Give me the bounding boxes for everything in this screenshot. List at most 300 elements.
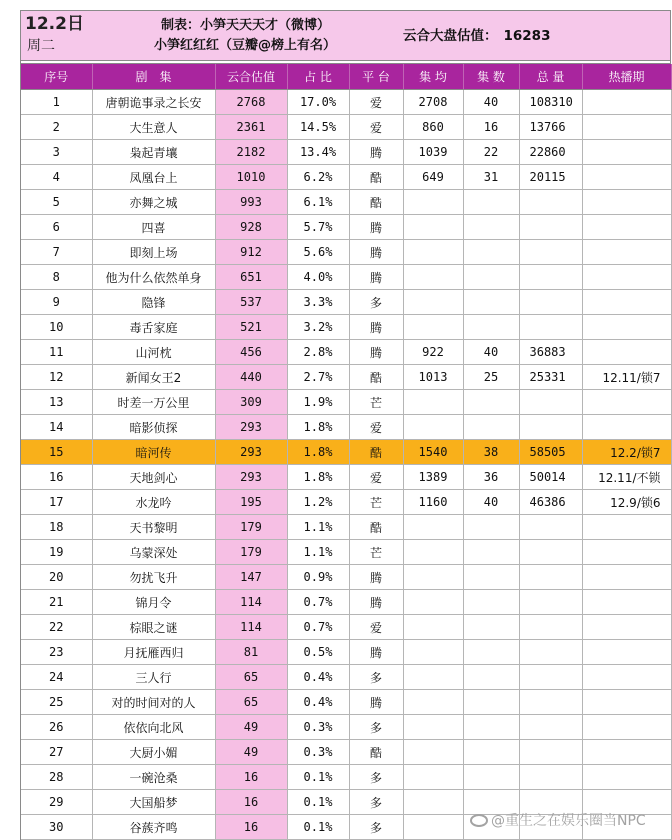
cell-rank[interactable]: 28 [21, 765, 92, 790]
column-header-avg[interactable]: 集 均 [403, 64, 463, 90]
table-row[interactable] [21, 90, 671, 115]
cell-total[interactable] [519, 390, 582, 415]
table-row[interactable] [21, 265, 671, 290]
cell-platform[interactable]: 爱 [349, 90, 403, 115]
cell-total[interactable] [519, 215, 582, 240]
cell-title[interactable]: 新闻女王2 [92, 365, 215, 390]
column-header-estimate[interactable]: 云合估值 [215, 64, 287, 90]
cell-estimate[interactable]: 16 [215, 790, 287, 815]
cell-estimate[interactable]: 456 [215, 340, 287, 365]
cell-total[interactable]: 46386 [519, 490, 582, 515]
cell-episodes[interactable]: 40 [463, 340, 519, 365]
cell-platform[interactable]: 爱 [349, 415, 403, 440]
cell-platform[interactable]: 爱 [349, 615, 403, 640]
cell-platform[interactable]: 酷 [349, 515, 403, 540]
table-row[interactable] [21, 465, 671, 490]
cell-share[interactable]: 5.7% [287, 215, 349, 240]
table-row[interactable] [21, 765, 671, 790]
cell-platform[interactable]: 多 [349, 715, 403, 740]
cell-title[interactable]: 隐锋 [92, 290, 215, 315]
cell-episodes[interactable]: 40 [463, 90, 519, 115]
cell-rank[interactable]: 17 [21, 490, 92, 515]
cell-platform[interactable]: 腾 [349, 640, 403, 665]
cell-title[interactable]: 山河枕 [92, 340, 215, 365]
cell-title[interactable]: 依依向北风 [92, 715, 215, 740]
column-header-rank[interactable]: 序号 [21, 64, 92, 90]
cell-title[interactable]: 乌蒙深处 [92, 540, 215, 565]
cell-total[interactable]: 50014 [519, 465, 582, 490]
table-row[interactable] [21, 415, 671, 440]
cell-rank[interactable]: 6 [21, 215, 92, 240]
cell-estimate[interactable]: 2182 [215, 140, 287, 165]
cell-share[interactable]: 1.9% [287, 390, 349, 415]
cell-total[interactable] [519, 640, 582, 665]
cell-period[interactable] [582, 215, 671, 240]
cell-rank[interactable]: 13 [21, 390, 92, 415]
table-row[interactable] [21, 290, 671, 315]
cell-total[interactable] [519, 690, 582, 715]
cell-platform[interactable]: 多 [349, 765, 403, 790]
cell-share[interactable]: 0.1% [287, 790, 349, 815]
cell-platform[interactable]: 腾 [349, 590, 403, 615]
cell-avg[interactable]: 649 [403, 165, 463, 190]
cell-share[interactable]: 6.1% [287, 190, 349, 215]
cell-title[interactable]: 谷蔟齐鸣 [92, 815, 215, 840]
cell-share[interactable]: 1.1% [287, 540, 349, 565]
cell-estimate[interactable]: 293 [215, 440, 287, 465]
cell-period[interactable] [582, 565, 671, 590]
table-row[interactable] [21, 190, 671, 215]
cell-title[interactable]: 时差一万公里 [92, 390, 215, 415]
cell-avg[interactable] [403, 640, 463, 665]
cell-total[interactable] [519, 740, 582, 765]
cell-title[interactable]: 唐朝诡事录之长安 [92, 90, 215, 115]
cell-rank[interactable]: 8 [21, 265, 92, 290]
cell-avg[interactable] [403, 415, 463, 440]
cell-share[interactable]: 3.2% [287, 315, 349, 340]
cell-share[interactable]: 0.5% [287, 640, 349, 665]
cell-episodes[interactable] [463, 640, 519, 665]
cell-rank[interactable]: 16 [21, 465, 92, 490]
cell-platform[interactable]: 多 [349, 290, 403, 315]
cell-period[interactable] [582, 265, 671, 290]
cell-estimate[interactable]: 179 [215, 515, 287, 540]
cell-episodes[interactable] [463, 590, 519, 615]
cell-rank[interactable]: 29 [21, 790, 92, 815]
cell-avg[interactable] [403, 790, 463, 815]
cell-title[interactable]: 水龙吟 [92, 490, 215, 515]
cell-period[interactable] [582, 740, 671, 765]
cell-total[interactable] [519, 190, 582, 215]
cell-avg[interactable] [403, 265, 463, 290]
cell-period[interactable] [582, 665, 671, 690]
cell-estimate[interactable]: 49 [215, 740, 287, 765]
cell-episodes[interactable] [463, 665, 519, 690]
cell-episodes[interactable] [463, 740, 519, 765]
cell-title[interactable]: 对的时间对的人 [92, 690, 215, 715]
cell-total[interactable]: 13766 [519, 115, 582, 140]
cell-period[interactable] [582, 640, 671, 665]
cell-share[interactable]: 1.1% [287, 515, 349, 540]
cell-episodes[interactable] [463, 290, 519, 315]
cell-period[interactable] [582, 240, 671, 265]
cell-period[interactable]: 12.11/不锁 [582, 465, 671, 490]
cell-estimate[interactable]: 179 [215, 540, 287, 565]
cell-period[interactable]: 12.2/锁7 [582, 440, 671, 465]
cell-share[interactable]: 0.1% [287, 765, 349, 790]
cell-avg[interactable] [403, 565, 463, 590]
cell-title[interactable]: 天书黎明 [92, 515, 215, 540]
cell-rank[interactable]: 4 [21, 165, 92, 190]
cell-share[interactable]: 1.2% [287, 490, 349, 515]
cell-rank[interactable]: 14 [21, 415, 92, 440]
cell-estimate[interactable]: 651 [215, 265, 287, 290]
cell-period[interactable] [582, 290, 671, 315]
cell-platform[interactable]: 腾 [349, 140, 403, 165]
cell-estimate[interactable]: 440 [215, 365, 287, 390]
cell-platform[interactable]: 酷 [349, 190, 403, 215]
cell-platform[interactable]: 爱 [349, 465, 403, 490]
cell-title[interactable]: 凤凰台上 [92, 165, 215, 190]
cell-total[interactable] [519, 240, 582, 265]
cell-total[interactable]: 22860 [519, 140, 582, 165]
cell-share[interactable]: 4.0% [287, 265, 349, 290]
cell-total[interactable] [519, 290, 582, 315]
table-row[interactable] [21, 240, 671, 265]
cell-avg[interactable] [403, 315, 463, 340]
cell-total[interactable] [519, 615, 582, 640]
cell-period[interactable] [582, 715, 671, 740]
cell-period[interactable] [582, 115, 671, 140]
cell-title[interactable]: 大国船梦 [92, 790, 215, 815]
cell-rank[interactable]: 11 [21, 340, 92, 365]
cell-avg[interactable] [403, 215, 463, 240]
cell-share[interactable]: 0.4% [287, 665, 349, 690]
cell-total[interactable]: 108310 [519, 90, 582, 115]
cell-title[interactable]: 暗影侦探 [92, 415, 215, 440]
table-row[interactable] [21, 315, 671, 340]
cell-total[interactable]: 36883 [519, 340, 582, 365]
table-row[interactable] [21, 540, 671, 565]
cell-period[interactable] [582, 340, 671, 365]
column-header-title[interactable]: 剧 集 [92, 64, 215, 90]
cell-avg[interactable] [403, 390, 463, 415]
cell-episodes[interactable] [463, 390, 519, 415]
cell-episodes[interactable] [463, 315, 519, 340]
cell-estimate[interactable]: 114 [215, 615, 287, 640]
cell-platform[interactable]: 腾 [349, 215, 403, 240]
cell-episodes[interactable]: 31 [463, 165, 519, 190]
cell-share[interactable]: 2.8% [287, 340, 349, 365]
cell-rank[interactable]: 15 [21, 440, 92, 465]
cell-episodes[interactable] [463, 615, 519, 640]
cell-share[interactable]: 5.6% [287, 240, 349, 265]
cell-title[interactable]: 大厨小媚 [92, 740, 215, 765]
cell-share[interactable]: 2.7% [287, 365, 349, 390]
cell-rank[interactable]: 25 [21, 690, 92, 715]
cell-platform[interactable]: 酷 [349, 440, 403, 465]
cell-total[interactable] [519, 515, 582, 540]
cell-share[interactable]: 1.8% [287, 440, 349, 465]
table-row[interactable] [21, 115, 671, 140]
cell-platform[interactable]: 芒 [349, 390, 403, 415]
cell-avg[interactable] [403, 290, 463, 315]
column-header-period[interactable]: 热播期 [582, 64, 671, 90]
cell-rank[interactable]: 23 [21, 640, 92, 665]
cell-platform[interactable]: 腾 [349, 240, 403, 265]
cell-platform[interactable]: 爱 [349, 115, 403, 140]
cell-title[interactable]: 即刻上场 [92, 240, 215, 265]
cell-rank[interactable]: 19 [21, 540, 92, 565]
cell-period[interactable] [582, 615, 671, 640]
cell-rank[interactable]: 22 [21, 615, 92, 640]
cell-episodes[interactable] [463, 415, 519, 440]
table-row[interactable] [21, 490, 671, 515]
cell-total[interactable] [519, 590, 582, 615]
cell-share[interactable]: 1.8% [287, 415, 349, 440]
cell-share[interactable]: 0.1% [287, 815, 349, 840]
cell-avg[interactable] [403, 515, 463, 540]
cell-avg[interactable]: 1039 [403, 140, 463, 165]
column-header-total[interactable]: 总 量 [519, 64, 582, 90]
cell-platform[interactable]: 酷 [349, 365, 403, 390]
cell-estimate[interactable]: 81 [215, 640, 287, 665]
cell-share[interactable]: 3.3% [287, 290, 349, 315]
cell-platform[interactable]: 多 [349, 790, 403, 815]
cell-rank[interactable]: 3 [21, 140, 92, 165]
cell-avg[interactable] [403, 765, 463, 790]
cell-total[interactable] [519, 415, 582, 440]
cell-episodes[interactable]: 25 [463, 365, 519, 390]
cell-estimate[interactable]: 293 [215, 415, 287, 440]
cell-estimate[interactable]: 147 [215, 565, 287, 590]
cell-period[interactable] [582, 90, 671, 115]
table-row[interactable] [21, 365, 671, 390]
cell-share[interactable]: 0.3% [287, 715, 349, 740]
cell-avg[interactable] [403, 715, 463, 740]
cell-title[interactable]: 一碗沧桑 [92, 765, 215, 790]
cell-share[interactable]: 1.8% [287, 465, 349, 490]
cell-platform[interactable]: 酷 [349, 740, 403, 765]
cell-estimate[interactable]: 2361 [215, 115, 287, 140]
cell-rank[interactable]: 18 [21, 515, 92, 540]
cell-total[interactable] [519, 665, 582, 690]
cell-total[interactable] [519, 565, 582, 590]
table-row[interactable] [21, 565, 671, 590]
cell-estimate[interactable]: 65 [215, 665, 287, 690]
cell-episodes[interactable]: 38 [463, 440, 519, 465]
cell-period[interactable] [582, 315, 671, 340]
cell-estimate[interactable]: 2768 [215, 90, 287, 115]
cell-platform[interactable]: 腾 [349, 690, 403, 715]
cell-platform[interactable]: 腾 [349, 340, 403, 365]
cell-episodes[interactable]: 22 [463, 140, 519, 165]
cell-title[interactable]: 暗河传 [92, 440, 215, 465]
table-row[interactable] [21, 690, 671, 715]
cell-period[interactable]: 12.9/锁6 [582, 490, 671, 515]
cell-title[interactable]: 锦月令 [92, 590, 215, 615]
cell-estimate[interactable]: 912 [215, 240, 287, 265]
cell-share[interactable]: 14.5% [287, 115, 349, 140]
cell-title[interactable]: 他为什么依然单身 [92, 265, 215, 290]
cell-rank[interactable]: 1 [21, 90, 92, 115]
cell-total[interactable]: 25331 [519, 365, 582, 390]
table-row[interactable] [21, 390, 671, 415]
cell-episodes[interactable] [463, 715, 519, 740]
cell-estimate[interactable]: 16 [215, 815, 287, 840]
cell-estimate[interactable]: 993 [215, 190, 287, 215]
cell-episodes[interactable] [463, 565, 519, 590]
cell-title[interactable]: 四喜 [92, 215, 215, 240]
cell-avg[interactable]: 1013 [403, 365, 463, 390]
cell-title[interactable]: 天地剑心 [92, 465, 215, 490]
cell-episodes[interactable]: 40 [463, 490, 519, 515]
cell-period[interactable] [582, 515, 671, 540]
cell-estimate[interactable]: 537 [215, 290, 287, 315]
cell-share[interactable]: 6.2% [287, 165, 349, 190]
table-row[interactable] [21, 140, 671, 165]
cell-total[interactable]: 58505 [519, 440, 582, 465]
cell-estimate[interactable]: 49 [215, 715, 287, 740]
cell-episodes[interactable] [463, 190, 519, 215]
cell-share[interactable]: 17.0% [287, 90, 349, 115]
cell-estimate[interactable]: 16 [215, 765, 287, 790]
cell-share[interactable]: 13.4% [287, 140, 349, 165]
cell-period[interactable] [582, 540, 671, 565]
cell-rank[interactable]: 21 [21, 590, 92, 615]
cell-avg[interactable]: 860 [403, 115, 463, 140]
column-header-episodes[interactable]: 集 数 [463, 64, 519, 90]
table-row[interactable] [21, 715, 671, 740]
cell-estimate[interactable]: 928 [215, 215, 287, 240]
cell-avg[interactable]: 1540 [403, 440, 463, 465]
cell-avg[interactable] [403, 740, 463, 765]
cell-title[interactable]: 月抚雁西归 [92, 640, 215, 665]
cell-title[interactable]: 大生意人 [92, 115, 215, 140]
cell-estimate[interactable]: 1010 [215, 165, 287, 190]
cell-period[interactable] [582, 765, 671, 790]
cell-period[interactable] [582, 190, 671, 215]
cell-avg[interactable]: 1160 [403, 490, 463, 515]
cell-rank[interactable]: 10 [21, 315, 92, 340]
cell-estimate[interactable]: 65 [215, 690, 287, 715]
cell-estimate[interactable]: 309 [215, 390, 287, 415]
cell-total[interactable] [519, 715, 582, 740]
cell-platform[interactable]: 芒 [349, 540, 403, 565]
cell-share[interactable]: 0.7% [287, 615, 349, 640]
cell-estimate[interactable]: 293 [215, 465, 287, 490]
cell-episodes[interactable] [463, 540, 519, 565]
cell-total[interactable]: 20115 [519, 165, 582, 190]
cell-rank[interactable]: 26 [21, 715, 92, 740]
table-row[interactable] [21, 640, 671, 665]
cell-avg[interactable] [403, 690, 463, 715]
cell-episodes[interactable] [463, 515, 519, 540]
cell-platform[interactable]: 多 [349, 665, 403, 690]
cell-total[interactable] [519, 540, 582, 565]
table-row[interactable] [21, 515, 671, 540]
cell-title[interactable]: 毒舌家庭 [92, 315, 215, 340]
cell-platform[interactable]: 腾 [349, 565, 403, 590]
cell-platform[interactable]: 多 [349, 815, 403, 840]
cell-avg[interactable]: 1389 [403, 465, 463, 490]
table-row[interactable] [21, 615, 671, 640]
cell-rank[interactable]: 30 [21, 815, 92, 840]
cell-episodes[interactable] [463, 240, 519, 265]
cell-share[interactable]: 0.7% [287, 590, 349, 615]
cell-rank[interactable]: 7 [21, 240, 92, 265]
cell-platform[interactable]: 腾 [349, 315, 403, 340]
cell-episodes[interactable] [463, 265, 519, 290]
cell-estimate[interactable]: 114 [215, 590, 287, 615]
cell-avg[interactable]: 922 [403, 340, 463, 365]
table-row[interactable] [21, 440, 671, 465]
cell-rank[interactable]: 9 [21, 290, 92, 315]
table-row[interactable] [21, 590, 671, 615]
cell-avg[interactable] [403, 815, 463, 840]
cell-title[interactable]: 棕眼之谜 [92, 615, 215, 640]
cell-platform[interactable]: 酷 [349, 165, 403, 190]
cell-title[interactable]: 枭起青壤 [92, 140, 215, 165]
cell-platform[interactable]: 芒 [349, 490, 403, 515]
table-row[interactable] [21, 165, 671, 190]
cell-avg[interactable] [403, 590, 463, 615]
cell-episodes[interactable] [463, 765, 519, 790]
cell-period[interactable] [582, 390, 671, 415]
cell-rank[interactable]: 27 [21, 740, 92, 765]
cell-avg[interactable] [403, 665, 463, 690]
cell-title[interactable]: 三人行 [92, 665, 215, 690]
cell-avg[interactable] [403, 540, 463, 565]
cell-rank[interactable]: 5 [21, 190, 92, 215]
cell-share[interactable]: 0.9% [287, 565, 349, 590]
cell-avg[interactable] [403, 240, 463, 265]
column-header-share[interactable]: 占 比 [287, 64, 349, 90]
cell-platform[interactable]: 腾 [349, 265, 403, 290]
cell-episodes[interactable]: 36 [463, 465, 519, 490]
cell-share[interactable]: 0.4% [287, 690, 349, 715]
table-row[interactable] [21, 340, 671, 365]
cell-title[interactable]: 亦舞之城 [92, 190, 215, 215]
cell-rank[interactable]: 12 [21, 365, 92, 390]
cell-period[interactable] [582, 590, 671, 615]
table-row[interactable] [21, 740, 671, 765]
cell-rank[interactable]: 24 [21, 665, 92, 690]
cell-estimate[interactable]: 195 [215, 490, 287, 515]
cell-episodes[interactable]: 16 [463, 115, 519, 140]
cell-period[interactable] [582, 140, 671, 165]
cell-rank[interactable]: 20 [21, 565, 92, 590]
cell-avg[interactable]: 2708 [403, 90, 463, 115]
cell-avg[interactable] [403, 615, 463, 640]
table-row[interactable] [21, 665, 671, 690]
cell-avg[interactable] [403, 190, 463, 215]
cell-period[interactable] [582, 690, 671, 715]
cell-period[interactable]: 12.11/锁7 [582, 365, 671, 390]
cell-period[interactable] [582, 415, 671, 440]
cell-total[interactable] [519, 765, 582, 790]
cell-period[interactable] [582, 165, 671, 190]
cell-share[interactable]: 0.3% [287, 740, 349, 765]
cell-episodes[interactable] [463, 690, 519, 715]
cell-rank[interactable]: 2 [21, 115, 92, 140]
cell-episodes[interactable] [463, 215, 519, 240]
column-header-platform[interactable]: 平 台 [349, 64, 403, 90]
cell-estimate[interactable]: 521 [215, 315, 287, 340]
cell-total[interactable] [519, 315, 582, 340]
cell-title[interactable]: 勿扰飞升 [92, 565, 215, 590]
cell-total[interactable] [519, 265, 582, 290]
